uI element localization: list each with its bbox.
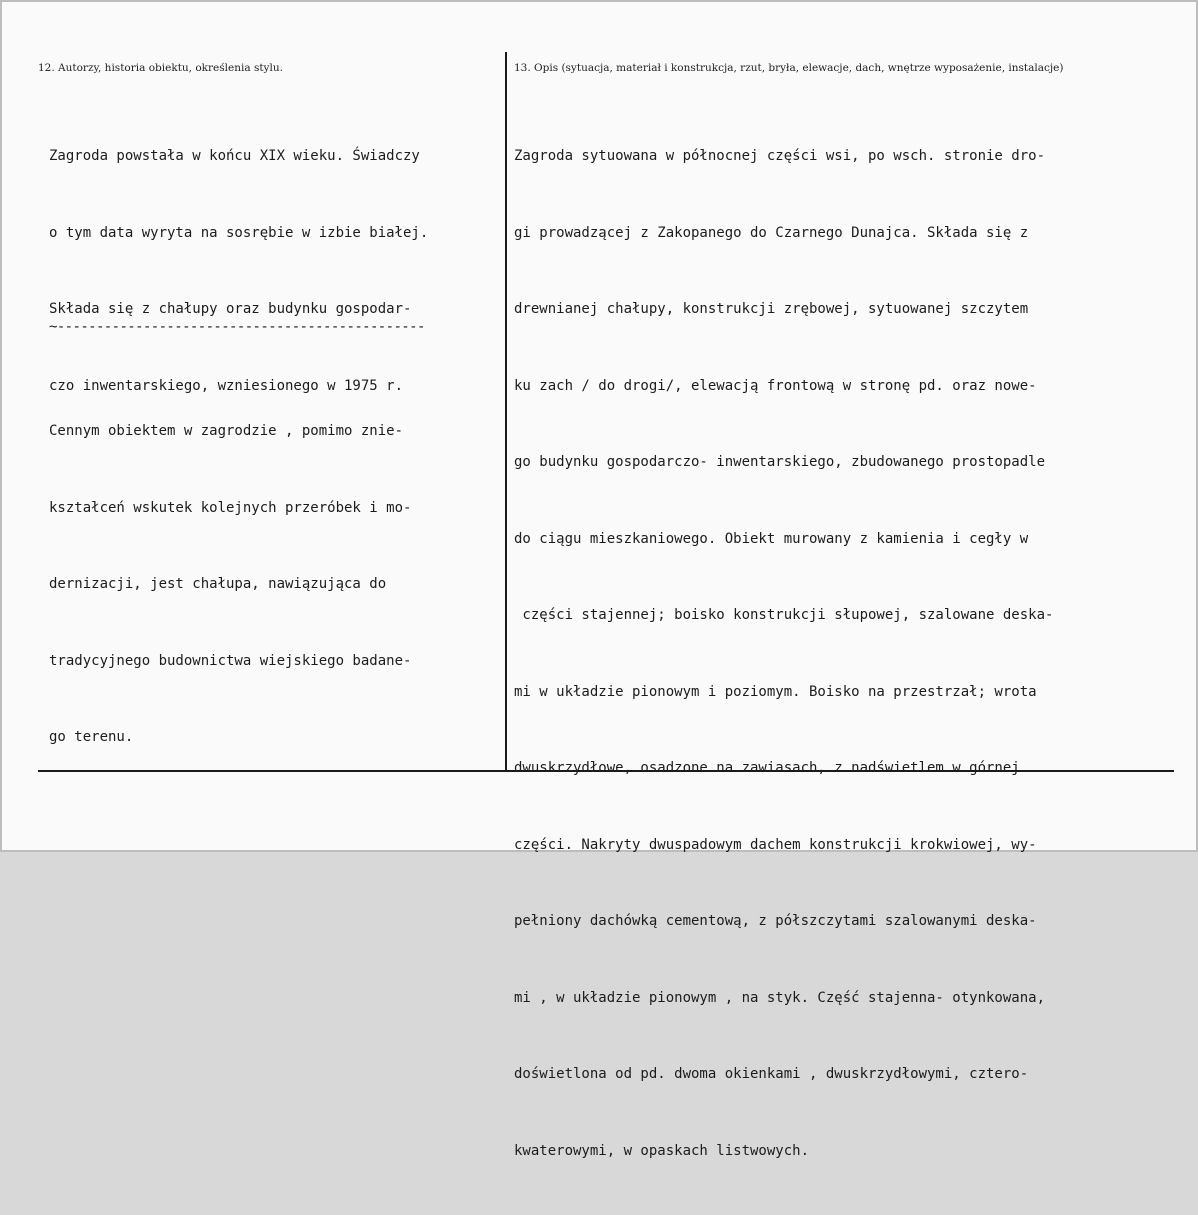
description-line: gi prowadzącej z Zakopanego do Czarnego Dunajca. Składa się z	[514, 224, 1029, 241]
assessment-line: tradycyjnego budownictwa wiejskiego badane-	[49, 652, 412, 669]
description-line: go budynku gospodarczo- inwentarskiego, zbudowanego prostopadle	[514, 454, 1046, 470]
history-line: Składa się z chałupy oraz budynku gospodar-	[49, 301, 412, 317]
description-line: ku zach / do drogi/, elewacją frontową w stronę pd. oraz nowe-	[514, 377, 1037, 394]
description-text	[514, 93, 1053, 1215]
section-13-heading: 13. Opis (sytuacja, materiał i konstrukcja, rzut, bryła, elewacje, dach, wnętrze wyposażenie, instalacje)	[514, 62, 1064, 74]
assessment-line: Cennym obiektem w zagrodzie , pomimo znie-	[49, 423, 404, 439]
description-line: dwuskrzydłowe, osadzone na zawiasach, z nadświetlem w górnej	[514, 760, 1020, 776]
assessment-line: go terenu.	[49, 729, 134, 745]
description-line: doświetlona od pd. dwoma okienkami , dwuskrzydłowymi, cztero-	[514, 1066, 1029, 1082]
description-line: mi , w układzie pionowym , na styk. Część stajenna- otynkowana,	[514, 989, 1046, 1006]
description-line: do ciągu mieszkaniowego. Obiekt murowany z kamienia i cegły w	[514, 530, 1029, 547]
history-line: czo inwentarskiego, wzniesionego w 1975 r.	[49, 377, 404, 394]
section-12-heading: 12. Autorzy, historia obiektu, określenia stylu.	[38, 62, 283, 74]
description-line: części stajennej; boisko konstrukcji słupowej, szalowane deska-	[514, 607, 1054, 623]
description-line: kwaterowymi, w opaskach listwowych.	[514, 1142, 810, 1159]
description-line: Zagroda sytuowana w północnej części wsi, po wsch. stronie dro-	[514, 148, 1046, 164]
description-line: mi w układzie pionowym i poziomym. Boisko na przestrzał; wrota	[514, 683, 1037, 700]
assessment-line: kształceń wskutek kolejnych przeróbek i mo-	[49, 499, 412, 516]
history-line: o tym data wyryta na sosrębie w izbie białej.	[49, 224, 429, 241]
description-line: drewnianej chałupy, konstrukcji zrębowej, sytuowanej szczytem	[514, 301, 1029, 317]
history-line: Zagroda powstała w końcu XIX wieku. Świadczy	[49, 148, 420, 164]
assessment-text	[49, 368, 411, 802]
typed-separator: ~-----------------------------------------------	[49, 319, 425, 335]
description-line: pełniony dachówką cementową, z półszczytami szalowanymi deska-	[514, 913, 1037, 929]
assessment-line: dernizacji, jest chałupa, nawiązująca do	[49, 576, 387, 592]
column-divider	[505, 52, 507, 770]
description-line: części. Nakryty dwuspadowym dachem konstrukcji krokwiowej, wy-	[514, 836, 1037, 853]
